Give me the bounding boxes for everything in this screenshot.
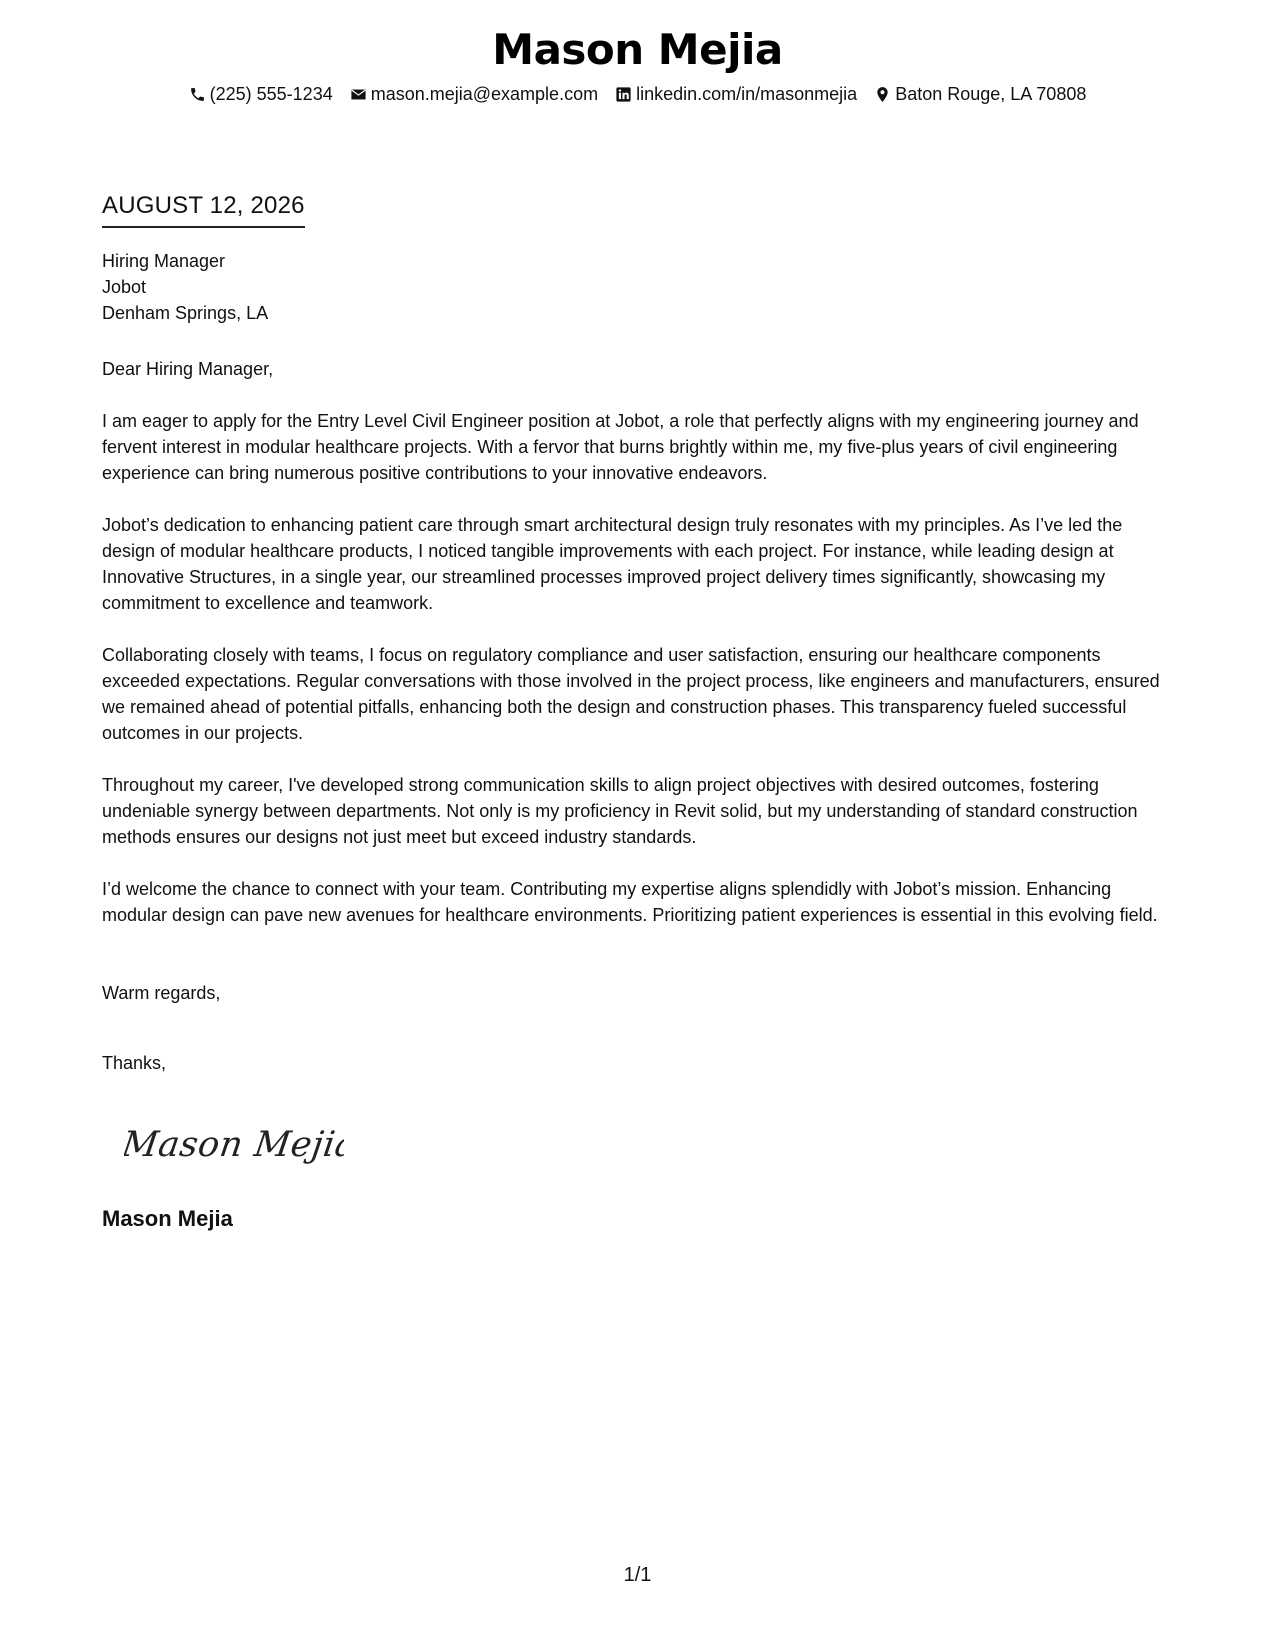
- svg-text:Mason Mejia: Mason Mejia: [124, 1124, 344, 1165]
- handwritten-signature: [124, 1118, 344, 1177]
- envelope-icon: [350, 86, 367, 103]
- body-paragraph: I’d welcome the chance to connect with your team. Contributing my expertise aligns splendidly with Jobot’s mission. Enhancing modular design can pave new avenues for healthcare environments. Prioritizing patient experiences is essential in this evolving field.: [102, 879, 1158, 925]
- linkedin-icon: [615, 86, 632, 103]
- contact-location: [874, 82, 1086, 106]
- body-paragraph: Throughout my career, I've developed strong communication skills to align project objectives with desired outcomes, fostering undeniable synergy between departments. Not only is my proficiency in Revit solid, but my understanding of standard construction methods ensures our designs not just meet but exceed industry standards.: [102, 775, 1138, 847]
- applicant-name: Mason Mejia: [492, 25, 783, 74]
- page-number: 1/1: [623, 1564, 652, 1586]
- contact-phone: [189, 82, 333, 106]
- body-paragraph: Jobot’s dedication to enhancing patient care through smart architectural design truly resonates with my principles. As I’ve led the design of modular healthcare products, I noticed tangible improvements with each project. For instance, while leading design at Innovative Structures, in a single year, our streamlined processes improved project delivery times significantly, showcasing my commitment to excellence and teamwork.: [102, 515, 1123, 613]
- body-paragraph: Collaborating closely with teams, I focus on regulatory compliance and user satisfaction, ensuring our healthcare components exceeded expectations. Regular conversations with those involved in the project process, like engineers and manufacturers, ensured we remained ahead of potential pitfalls, enhancing both the design and construction phases. This transparency fueled successful outcomes in our projects.: [102, 645, 1160, 743]
- salutation: Dear Hiring Manager,: [102, 359, 274, 379]
- contact-linkedin[interactable]: [615, 82, 857, 106]
- phone-text: (225) 555-1234: [209, 84, 333, 104]
- signer-name: Mason Mejia: [102, 1206, 233, 1231]
- letter-header: [0, 22, 1275, 106]
- body-paragraph: I am eager to apply for the Entry Level Civil Engineer position at Jobot, a role that perfectly aligns with my engineering journey and fervent interest in modular healthcare projects. With a fervor that burns brightly within me, my five-plus years of civil engineering experience can bring numerous positive contributions to your innovative endeavors.: [102, 411, 1139, 483]
- phone-icon: [189, 86, 206, 103]
- closing: Warm regards,: [102, 983, 221, 1003]
- linkedin-text[interactable]: linkedin.com/in/masonmejia: [636, 84, 858, 104]
- contact-bar: [0, 82, 1275, 106]
- map-pin-icon: [874, 86, 891, 103]
- recipient-line: Denham Springs, LA: [102, 303, 269, 323]
- letter-date: AUGUST 12, 2026: [102, 190, 305, 228]
- contact-email[interactable]: [350, 82, 598, 106]
- thanks-line: Thanks,: [102, 1053, 167, 1073]
- location-text: Baton Rouge, LA 70808: [895, 84, 1087, 104]
- recipient-line: Jobot: [102, 277, 147, 297]
- recipient-line: Hiring Manager: [102, 251, 226, 271]
- email-text[interactable]: mason.mejia@example.com: [370, 84, 599, 104]
- recipient-block: [102, 248, 268, 326]
